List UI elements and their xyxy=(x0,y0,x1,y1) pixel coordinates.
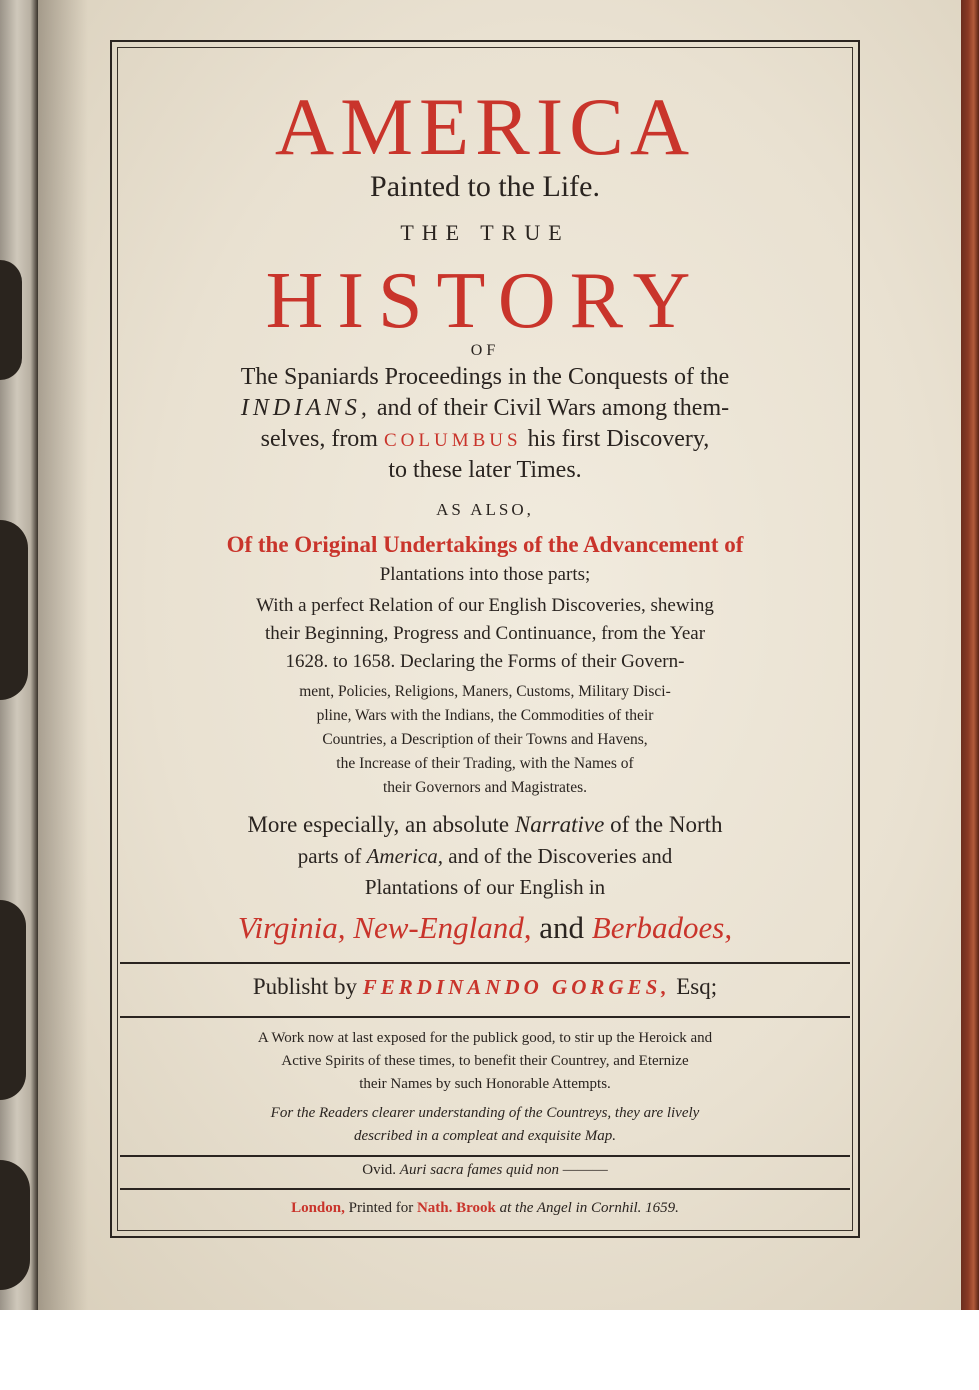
para3-line3: Countries, a Description of their Towns and Havens, xyxy=(322,731,648,748)
printed-border-frame xyxy=(110,40,860,1238)
publisher-line: Publisht by FERDINANDO GORGES, Esq; xyxy=(252,974,718,999)
colonies-line: Virginia, New-England, and Berbadoes, xyxy=(237,910,733,945)
rule-1 xyxy=(120,962,850,964)
red-subheading: Of the Original Undertakings of the Advancement of xyxy=(226,532,744,557)
berbadoes-text: Berbadoes, xyxy=(591,910,733,945)
work-line2: Active Spirits of these times, to benefit their Countrey, and Eternize xyxy=(281,1053,689,1069)
engraving-fragment xyxy=(0,260,22,380)
virginia-newengland-text: Virginia, New-England, xyxy=(237,910,532,945)
para3-line4: the Increase of their Trading, with the Names of xyxy=(336,755,634,772)
para2-line3: 1628. to 1658. Declaring the Forms of their Govern- xyxy=(285,651,685,672)
para2-line1: With a perfect Relation of our English Discoveries, shewing xyxy=(256,595,714,616)
imprint-line: London, Printed for Nath. Brook at the Angel in Cornhil. 1659. xyxy=(291,1200,679,1216)
para1-line4: to these later Times. xyxy=(388,457,582,483)
readers-line2: described in a compleat and exquisite Map. xyxy=(353,1128,617,1144)
main-title: AMERICA xyxy=(274,81,696,172)
rule-3 xyxy=(120,1155,850,1157)
para2-line2: their Beginning, Progress and Continuance, from the Year xyxy=(264,623,706,644)
ovid-line: Ovid. Auri sacra fames quid non ——— xyxy=(362,1162,608,1178)
parts-of-america-line: parts of America, and of the Discoveries and xyxy=(297,844,673,868)
of-heading: OF xyxy=(470,342,500,359)
para1-line3: selves, from COLUMBUS his first Discovery, xyxy=(260,426,710,452)
ovid-quote: Auri sacra fames quid non xyxy=(399,1162,559,1178)
para1-line2: INDIANS, and of their Civil Wars among them- xyxy=(240,395,730,421)
author-name: FERDINANDO GORGES, xyxy=(362,975,671,999)
indians-text: INDIANS, xyxy=(240,395,371,421)
engraving-fragment xyxy=(0,520,28,700)
plantations-english-line: Plantations of our English in xyxy=(364,875,606,899)
gutter-shadow xyxy=(38,0,88,1310)
as-also-heading: AS ALSO, xyxy=(436,500,534,519)
more-especially-line: More especially, an absolute Narrative of the North xyxy=(247,812,723,837)
para3-line5: their Governors and Magistrates. xyxy=(382,779,588,796)
para1-line1: The Spaniards Proceedings in the Conquests of the xyxy=(240,364,730,390)
readers-line1: For the Readers clearer understanding of the Countreys, they are lively xyxy=(270,1105,700,1121)
subtitle: Painted to the Life. xyxy=(370,170,600,203)
engraving-fragment xyxy=(0,1160,30,1290)
work-line1: A Work now at last exposed for the publick good, to stir up the Heroick and xyxy=(257,1030,713,1046)
facing-page-edge xyxy=(0,0,38,1310)
book-cover-edge xyxy=(961,0,979,1310)
engraving-fragment xyxy=(0,900,26,1100)
rule-4 xyxy=(120,1188,850,1190)
plantations-line: Plantations into those parts; xyxy=(379,564,591,585)
columbus-text: COLUMBUS xyxy=(383,430,522,451)
para3-line1: ment, Policies, Religions, Maners, Customs, Military Disci- xyxy=(299,683,671,700)
narrative-text: Narrative xyxy=(514,812,605,837)
work-line3: their Names by such Honorable Attempts. xyxy=(359,1076,611,1092)
london-text: London, xyxy=(291,1200,345,1216)
history-heading: HISTORY xyxy=(265,257,705,345)
title-page xyxy=(38,0,962,1310)
printer-name: Nath. Brook xyxy=(416,1200,496,1216)
the-true-heading: THE TRUE xyxy=(400,220,570,245)
rule-2 xyxy=(120,1016,850,1018)
para3-line2: pline, Wars with the Indians, the Commodities of their xyxy=(316,707,654,724)
